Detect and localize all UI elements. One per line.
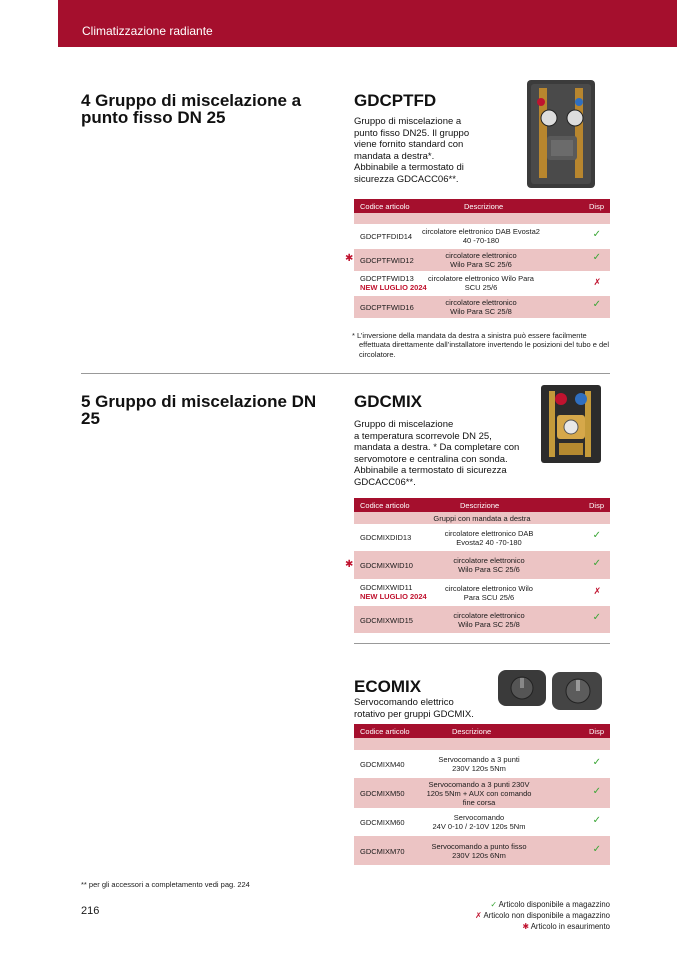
- col-code-header: Codice articolo: [360, 202, 410, 211]
- col-disp-header: Disp: [588, 202, 604, 211]
- group-label: Gruppi con mandata a destra: [433, 514, 531, 523]
- table-row: [354, 579, 610, 606]
- row-code: [360, 583, 427, 601]
- row-code: GDCPTFDID14: [360, 232, 413, 241]
- section-divider: [354, 643, 610, 644]
- row-description: circolatore elettronico Wilo Para SC 25/6: [445, 251, 517, 269]
- row-code: GDCPTFWID12: [360, 256, 414, 265]
- legend-available-text: Articolo disponibile a magazzino: [498, 900, 610, 909]
- row-description: circolatore elettronico Wilo Para SCU 25/6: [445, 584, 533, 602]
- check-icon: ✓: [490, 900, 497, 909]
- col-disp-header: Disp: [588, 501, 604, 510]
- header-bar: [58, 0, 677, 47]
- ecomix-table: [354, 724, 610, 865]
- section-divider: [81, 373, 610, 374]
- row-description: circolatore elettronico Wilo Para SC 25/6: [453, 556, 525, 574]
- available-icon: ✓: [592, 558, 601, 569]
- row-code-text: GDCMIXWID11: [360, 583, 413, 592]
- row-code: GDCPTFWID16: [360, 303, 414, 312]
- legend-unavailable: [475, 910, 610, 921]
- gdcptfd-description-text: Gruppo di miscelazione a punto fisso DN25. Il gruppo viene fornito standard con mandata a destra*. Abbinabile a termostato di sicurezza GDCACC06**.: [354, 116, 470, 185]
- table-row: [345, 551, 610, 579]
- gdcptfd-table-header: [354, 199, 610, 213]
- row-description: Servocomando a 3 punti 230V 120s 5Nm: [438, 755, 520, 773]
- section-5-heading: 5 Gruppo di miscelazione DN 25: [81, 392, 317, 428]
- available-icon: ✓: [592, 252, 601, 263]
- row-description: Servocomando 24V 0-10 / 2-10V 120s 5Nm: [432, 813, 526, 831]
- gdcptfd-footnote: [352, 331, 610, 359]
- unavailable-icon: ✗: [593, 586, 601, 596]
- row-code-text: GDCPTFWID13: [360, 274, 414, 283]
- col-code-header: Codice articolo: [360, 727, 410, 736]
- gdcptfd-title: GDCPTFD: [354, 91, 437, 110]
- available-icon: ✓: [592, 229, 601, 240]
- table-row: [354, 778, 610, 808]
- table-row: [345, 249, 610, 271]
- row-description: circolatore elettronico Wilo Para SC 25/8: [453, 611, 525, 629]
- ecomix-description: [354, 697, 504, 720]
- legend: [475, 899, 610, 933]
- ecomix-title: ECOMIX: [354, 677, 422, 696]
- gdcmix-title: GDCMIX: [354, 392, 422, 411]
- legend-ending-text: Articolo in esaurimento: [530, 922, 610, 932]
- table-row: [354, 296, 610, 318]
- table-row: [354, 224, 610, 249]
- group-label-row: [354, 512, 610, 524]
- ecomix-description-text: Servocomando elettrico rotativo per gruppi GDCMIX.: [354, 697, 474, 720]
- table-spacer-row: [354, 738, 610, 750]
- row-code: GDCMIXM40: [360, 760, 405, 769]
- page-number: 216: [81, 905, 100, 917]
- available-icon: ✓: [592, 530, 601, 541]
- gdcptfd-product-image: [521, 78, 601, 190]
- ecomix-product-image: [496, 666, 606, 712]
- ending-star-icon: ✱: [345, 253, 354, 264]
- row-code: GDCMIXDID13: [360, 533, 412, 542]
- table-row: [354, 606, 610, 633]
- gdcptfd-table: [345, 199, 610, 318]
- row-code: GDCMIXWID10: [360, 561, 413, 570]
- gdcptfd-description: [354, 116, 494, 186]
- legend-ending: [475, 921, 610, 932]
- gdcmix-description: [354, 419, 544, 489]
- ending-star-icon: ✱: [345, 559, 354, 570]
- gdcmix-product-image: [539, 383, 603, 465]
- new-badge: NEW LUGLIO 2024: [360, 592, 427, 601]
- row-code: GDCMIXWID15: [360, 616, 413, 625]
- available-icon: ✓: [592, 786, 601, 797]
- row-description: circolatore elettronico DAB Evosta2 40 -70-180: [422, 227, 540, 245]
- row-code: GDCMIXM50: [360, 789, 405, 798]
- col-desc-header: Descrizione: [452, 727, 492, 736]
- section-4-heading: 4 Gruppo di miscelazione a punto fisso DN 25: [81, 91, 302, 127]
- col-code-header: Codice articolo: [360, 501, 410, 510]
- row-description: circolatore elettronico DAB Evosta2 40 -70-180: [444, 529, 534, 547]
- available-icon: ✓: [592, 844, 601, 855]
- col-disp-header: Disp: [588, 727, 604, 736]
- cross-icon: ✗: [475, 911, 482, 921]
- footnote-text: * L’inversione della mandata da destra a sinistra può essere facilmente effettuata direttamente dall’installatore invertendo le posizioni del tubo e del circolatore.: [352, 331, 610, 359]
- table-row: [354, 750, 610, 778]
- row-description: circolatore elettronico Wilo Para SC 25/8: [445, 298, 517, 316]
- table-row: [354, 524, 610, 551]
- gdcmix-table-header: [354, 498, 610, 512]
- available-icon: ✓: [592, 299, 601, 310]
- new-badge: NEW LUGLIO 2024: [360, 283, 427, 292]
- header-title: Climatizzazione radiante: [82, 24, 213, 38]
- available-icon: ✓: [592, 815, 601, 826]
- star-icon: ✱: [522, 922, 529, 932]
- unavailable-icon: ✗: [593, 277, 601, 287]
- ecomix-table-header: [354, 724, 610, 738]
- row-description: circolatore elettronico Wilo Para SCU 25/6: [428, 274, 534, 292]
- gdcmix-description-text: Gruppo di miscelazione a temperatura scorrevole DN 25, mandata a destra. * Da completare con servomotore e centralina con sonda. Abbinabile a termostato di sicurezza GDCACC06**.: [354, 419, 520, 488]
- accessories-note: ** per gli accessori a completamento vedi pag. 224: [81, 880, 250, 889]
- table-row: [354, 271, 610, 296]
- row-code: GDCMIXM70: [360, 847, 405, 856]
- available-icon: ✓: [592, 612, 601, 623]
- gdcmix-table: [345, 498, 610, 633]
- table-spacer-row: [354, 213, 610, 224]
- col-desc-header: Descrizione: [460, 501, 500, 510]
- col-desc-header: Descrizione: [464, 202, 504, 211]
- table-row: [354, 836, 610, 865]
- row-description: Servocomando a punto fisso 230V 120s 6Nm: [431, 842, 527, 860]
- row-code: GDCMIXM60: [360, 818, 405, 827]
- available-icon: ✓: [592, 757, 601, 768]
- legend-available: [475, 899, 610, 910]
- legend-unavailable-text: Articolo non disponibile a magazzino: [483, 911, 610, 921]
- row-description: Servocomando a 3 punti 230V 120s 5Nm + AUX con comando fine corsa: [426, 780, 532, 807]
- table-row: [354, 808, 610, 836]
